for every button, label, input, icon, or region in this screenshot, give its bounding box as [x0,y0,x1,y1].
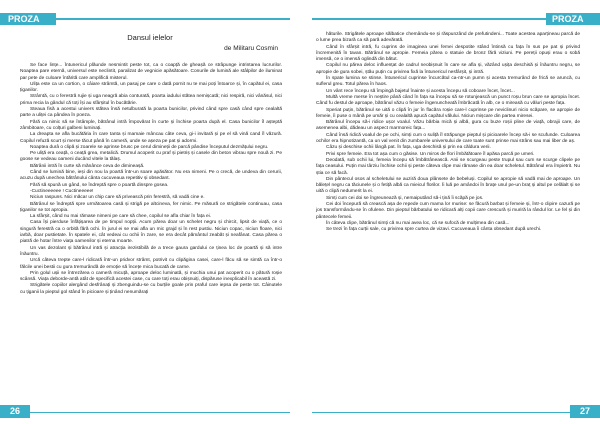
paragraph: Fără ca nimic să se întâmple, bătrânul intră împovărat în curte și închise poarta după el. Casa bunicilor îl așteptă zâmbitoare, cu colțuri galbeni luminați. [20,119,282,131]
paragraph: Câzu și deschise ochii lângă pat. În fața, uga deschisă și prin ea căldura verii. [326,145,491,151]
paragraph: Urcă câteva trepte care-l ridicară într-un pridvor strâmt, potrivit cu clipăgina casei, care-l făcu să se simtă ca într-o fălcile unei bestii cu gura tremurândă de emoție să încețe mica bucată de carne. [20,258,282,270]
paragraph: Strigătele copiilor alergând desfrânați și zbenguindu-se cu burțile goale prin praful care iepsa de peste tot. Câinutele cu țiganii la pieptul gol stând în picioare și ținând nenumărați [20,283,282,295]
paragraph: Un vas dezolant și bătrânul intră și atracția irezistibilă de a trece gaura gardului ce ținea loc de poartă și să intre înăuntru. [20,245,282,257]
paragraph: Noaptea durâ o clipă și zoarele se aprinse brusc pe cerul dimineții de parcă pândise începutul dezmățului negru. [30,144,269,150]
paragraph: Simți cum cei doi se îngreunează și, nemaiputând să-i țină îi scăpă pe jos. [326,195,484,201]
paragraph: Bătrânul începu să-i ridice ușor voalul. Văzu bărbia mică și albă, gura cu buze roșii pline de viață, obrajii care, de asemenea albi, dădeau un aspect marmoreic fața... [316,120,580,132]
story-author: de Militaru Cosmin [224,45,278,52]
footer-rule [30,412,290,414]
paragraph: Deodată, sub ochii lui, femeia începu să îmbătrânească. Anii se scurgeau peste trupul sau cum se scurge clipele pe fața ceasului. Puțin mai târziu închise ochii și peste câteva clipe mai rămase din ea doar scheletul. Bătrânul era împietrit. Nu știa ce să facă. [316,157,580,176]
page-number: 27 [570,405,600,418]
section-tab: PROZA [546,13,600,25]
paragraph: La dreapta se afla bucătăria în care tanta și mamaie mâncau câte ceva, gi-i invitară și pe el să vină cand îl văzură. Copilul refuză scurt și merse tăcut până în cameră, unde se așeza pe pat și adormi. [20,132,282,144]
paragraph: Se trezi în fața curții sale, cu privirea spre curtea de vizavi. Cucuveaua îi cânta obsedant după urechi. [326,227,542,233]
paragraph: -Cuctineeeeee ! Cuctineeeee! [30,188,94,194]
header-rule [312,18,546,20]
body-text [20,63,282,296]
paragraph: Privi spre femeie. Era tot așa cum o găsise. Un miros de flori îmbătătoare îl apăsa parcă pe umeri. [326,151,535,157]
paragraph: Cei doi începură să crească așa de repede cum mama lor murise: se făcură barbat și femeie și, într-o clipire cazură pe jos transformându-se în ofulene. Din pieptul bărbatului se ridicară alți copii care crescură și muriră la rândul lor. Le fel și din pântecele femeii. [316,202,580,220]
paragraph: Copilul nu părea deloc influențat de cadrul neobișnuit în care se afla și, văzând ușița deschisă și înăuntru negru, se apropie de gura sobei, ștău puțin cu privirea fixă la întunericul nesfârșit, și intră. [316,63,580,75]
paragraph: Bătrânul se îndreptă spre următoarea casă și strigă pe altcineva, fer nimic. Pe măsură ce strigătele continuau, casa țiganilor se tot apropia. [20,201,282,213]
paragraph: Fără să spună un gând, se îndreptă spre o poartă dinspre gosea. [30,182,169,188]
paragraph: Multă vreme merse în neștire până când în fața sa începu să se rotunjească un punct roșu brun care se apropia încet. Când fu destul de aproape, bătrânul văzu o femeie îngenuncheată îmbrăcată în alb, ce o mireasă cu văluri peste fața. [316,94,580,107]
paragraph: Când în sfârșit intră, fu cuprins de imaginea unei femei despotite stând întinsă cu fața în sus pe pat și privind încremenită în tavan. Bătrânul se apropie. Femeia părea o statuie de bronz fără viziuni. Pe pereții opuși erau o sobă imensă, ce o imensă oglindă din bătut. [316,44,580,63]
paragraph: Prin golul ușii se întrezărea o cameră micuță, aproape deloc luminată, și muchia unui pat acoperit cu o pătură roșie scânsă. Viața deborde-antă atât de specifică acestei case, cu care toți erau obișnuiți, dispăruse inexplicabil în această zi. [20,270,282,283]
paragraph: Se face lințe... Întunericul plăunde nesmintit peste tot, ca o coapță de gheașă ce strâpunge intrintarea lucrurilor. Noaptea pare eternă, universul este neclintit, paralizat de vegnicie apăsătoare. Conurile de lumină ale stâlpilor de iluminat par pete de culoare întărită care amplifică misterul. [20,63,282,81]
paragraph: Speriat puțin, bătrânul se uită o clipă în jur în flacăra roșie care-l cuprinse pe neviclinuri nicio scăpare, se apropie de femeie, îi puse o mână pe umăr și cu cealaltă apucă capătul vălului. Niciun mișcare din partea miresei. [316,107,580,119]
footer-rule [312,412,570,414]
paragraph: Când se lumină bine, ieși din nou la poartă într-un soare apăsător. Nu era nimeni. Pe o crecă, de undeva din cerurii, acuzu după unechea bătrânului cânta cucuveaua repetitiv și obsedant. [20,170,282,182]
paragraph: hăturile. Strigătele aproape sălbatice chemându-se și răspunzând de prefutindeni... Toate acestea aparțineau parcă de o lume prea bizară ca să pară adevărată. [316,32,580,44]
paragraph: La sfârșit, când nu mai rămase nimeni pe care să chee, copilul se afla chiar în fața ei. [30,214,212,220]
paragraph: Bătrânii intră în curte să mănânce ceva de dimineașă. [30,163,145,169]
section-tab: PROZA [0,13,56,25]
paragraph: În câteva clipe, bătrânul simți că nu mai avea loc, că se sufocă de mulțimea din casă... [326,220,510,226]
paragraph: Steaua fisă a acestui univers stătea însă netulburată la poarta bunicilor, privind când spre casă când spre cealaltă parte a uliței ca pândea în poeza. [20,107,282,119]
paragraph: Pe uliță era ceață, o ceață grea, metalică. Drumul acoperit cu praf și pietriș și casele din beton vibrau spre nouă zi. Pe goose se vedeau oameni ducând vitele la tălaș. [20,151,282,163]
paragraph: Când însă ridică voalul de pe ochi, simți cum o suliță îl străpunge pieptul și picioarele încep să-i se scufunde. Culoarea ochilor era hipnotizantă, ca un val venit din zumbarele universului de care toate sunt prinse mai strâns sau mai liber de aș. [316,132,580,145]
story-title: Dansul ielelor [127,33,173,42]
paragraph: În spate lumina se stinse. Întunericul cuprinse încurcătul ca-ntr-un pumn și acesta tremurând de frică se aruncă, cu suflerul greu. Totul părea în haos. [316,76,580,88]
paragraph: Niciun raspuns. Nici măcar un chip care să privească prin ferestră, să vadă cine e. [30,195,205,201]
paragraph: Strâmtă, cu o ferestră rujie și uga neagră abia conturată, poarta iadului stătea nemișcată; nici respiră, nici vânăsul, nici prima recia la gândul că toți își au sfârșitul în bucătărie. [20,94,282,106]
paragraph: Casa își pierduse înfățișarea de pe timpul nopții. Acum părea doar un schelet negru și chircit, lipsit de viață, ce o singură ferestră ca o orbită fără ochi. În jurul ei se mai afla un mic grajd și în rest pustiu. Niciun copac, niciun floare, nici iarbă, doar pustietate. În spatele ei, cât vedeai cu ochii în zare, se era decât pământul zeabăt și neafânat. Casa părea o piatră de hotar între viața oamenilor și eterna moarte. [20,220,282,245]
right-page [300,0,600,424]
page-number: 26 [0,405,30,418]
body-text [316,32,580,234]
paragraph: Din pântecul osos al scheletului se auziră doua plânsete de bebeluși. Copilul se apropie să vadă mai de aproape. Un bălețel negru ca tăciunele și o fetiță albă ca mieicul florilor. Îi luă pe amândoi în brațe unul pe-un braț și altul pe celălalt și se uită o clipă nedumerit la ei. [316,176,580,195]
paragraph: Ulița este ca un cortion, o câiare strâmtă, un pasaj pe care o dată pornit nu te mai poți întoarce și, în capătul ei, casa țiganilor. [20,81,282,94]
header-rule [56,18,290,20]
paragraph: Un vânt rece începu să împingă bajetul înainte și acesta începu să coboare încet, încet... [326,88,515,94]
